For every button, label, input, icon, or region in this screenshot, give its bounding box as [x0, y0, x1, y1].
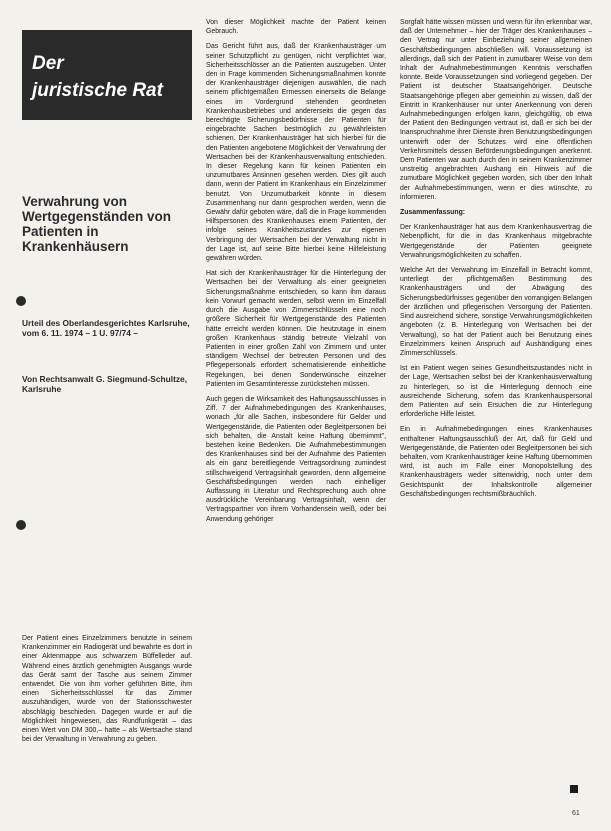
bullet-dot-2: [16, 520, 26, 530]
section-banner: [22, 30, 192, 120]
right-column: [400, 18, 592, 505]
right-paragraph-3: Welche Art der Verwahrung im Einzelfall in Betracht kommt, unterliegt der pflichtgemäßen Bestimmung des Krankenhausträgers und der Abwägung des Sicherungsbedürfnisses gegenüber den vorrangigen Belangen der ärztlichen und pflegerischen Versorgung der Patienten. Sind ausreichend sichere, sonstige Verwahrungsmöglichkeiten angeboten (z. B. Hinterlegung von Wertsachen bei der Verwaltung), so hat der Patient auch bei Benutzung eines Einzelzimmers keinen Anspruch auf Aushändigung eines Zimmerschlüssels.: [400, 267, 592, 357]
article-title: Verwahrung von Wertgegenständen von Patienten in Krankenhäusern: [22, 194, 172, 254]
ruling-citation: Urteil des Oberlandesgerichtes Karlsruhe, vom 6. 11. 1974 – 1 U. 97/74 –: [22, 318, 190, 338]
left-column-body: Der Patient eines Einzelzimmers benutzte in seinem Krankenzimmer ein Radiogerät und bewahrte es dort in einer Aktenmappe aus schwarzem Büffelleder auf. Während eines ärztlich genehmigten Ausgangs wurde das Gerät samt der Tasche aus seinem Zimmer entwendet. Die von ihm vorher geführten Bitte, ihm einen Sicherheitsschlüssel für das Zimmer auszuhändigen, wurde von der Stationsschwester abschlägig beschieden. Dagegen wurde er auf die Möglichkeit hingewiesen, das Rundfunkgerät – das einen Wert von DM 300,– hatte – als Wertsache stand bei der Verwaltung in Verwahrung zu geben.: [22, 635, 192, 744]
banner-line-2: juristische Rat: [32, 80, 163, 101]
bullet-dot-1: [16, 296, 26, 306]
mid-paragraph-3: Hat sich der Krankenhausträger für die Hinterlegung der Wertsachen bei der Verwaltung als einer geeigneten Sicherungsmaßnahme entschieden, so kann ihm daraus kein Vorwurf gemacht werden, selbst wenn im Einzelfall durch die Ausgabe von Zimmerschlüsseln eine noch größere Sicherheit für Wertgegenstände des Patienten hätte erreicht werden können. Die heutzutage in einem großen Krankenhaus ständig betreute Vielzahl von Patienten in einer großen Zahl von Zimmern und unter ständigem Wechsel der betreuten Personen und des Pflegepersonals erfordert schematisierende einheitliche Regelungen, bei denen Sonderwünsche einzelner Patienten im Gesamtinteresse zurückstehen müssen.: [206, 270, 386, 388]
middle-column: [206, 18, 386, 530]
section-banner-title: [32, 50, 163, 104]
mid-paragraph-1: Von dieser Möglichkeit machte der Patient keinen Gebrauch.: [206, 19, 386, 36]
right-paragraph-4: Ist ein Patient wegen seines Gesundheitszustandes nicht in der Lage, Wertsachen selbst bei der Krankenhausverwaltung zu hinterlegen, so ist die Hinterlegung dennoch eine ausreichende Sicherung, sofern das Krankenhauspersonal dem Patienten auf sein Ersuchen die zur Hinterlegung erforderliche Hilfe leistet.: [400, 365, 592, 419]
right-paragraph-2: Der Krankenhausträger hat aus dem Krankenhausvertrag die Nebenpflicht, für die in das Krankenhaus mitgebrachte Wertgegenstände der Patienten geeignete Verwahrungsmöglichkeiten zu schaffen.: [400, 224, 592, 259]
mid-paragraph-2: Das Gericht führt aus, daß der Krankenhausträger um seiner Schutzpflicht zu genügen, nicht verpflichtet war, Sicherheitsschlösser an die Patienten auszugeben. Unter den in Frage kommenden Sicherungsmaßnahmen konnte der Krankenhausträger diejenigen auswählen, die nach seinem pflichtgemäßen Ermessen einerseits die Belange eines im Vordergrund stehenden geordneten Krankenhausbetriebes und andererseits die gegen das berechtigte Sicherungsbedürfnisse der Patienten für eingebrachte Sachen bestmöglich zu gewährleisten schienen. Der Krankenhausträger hat sich hierbei für die den Patienten angebotene Möglichkeit der Verwahrung der Wertsachen bei der Krankenhausverwaltung entschieden. In dieser Regelung kann für keinen Patienten ein unzumutbares Ansinnen gesehen werden. Dies gilt auch dann, wenn der Patient im Krankenhaus ein Einzelzimmer benutzt. Von Unzumutbarkeit könnte in diesem Zusammenhang nur dann gesprochen werden, wenn die Gewähr dafür geboten wäre, daß die in Frage kommenden Hilfspersonen des Krankenhauses einem Patienten, der infolge seines Krankheitszustandes zur eigenen Verbringung der Wertsachen bei der Verwaltung nicht in der Lage ist, auf seine Bitte hierbei keine Hilfeleistung gewähren würden.: [206, 43, 386, 263]
right-paragraph-1: Sorgfalt hätte wissen müssen und wenn für ihn erkennbar war, daß der Unternehmer – hier der Träger des Krankenhauses – den Vertrag nur unter Einbeziehung seiner allgemeinen Geschäftsbedingungen abschließen will. Voraussetzung ist allerdings, daß sich der Patient in zumutbarer Weise von dem Inhalt der Aufnahmebestimmungen Kenntnis verschaffen konnte. Beide Voraussetzungen sind vorliegend gegeben. Der Patient ist deutscher Staatsangehöriger. Deutsche Staatsangehörige pflegen aber gemeinhin zu wissen, daß der Eintritt in Krankenhäuser nur unter Anerkennung von deren Aufnahmebedingungen erfolgen kann, gleichgültig, ob etwa der Patient den Bedingungen vertraut ist, daß er sich bei der Inanspruchnahme ihrer Dienste ihren Benutzungsbedingungen unterwirft oder der Schutzes wird eine öffentlichen Verkehrsmittels dessen Beförderungsbedingungen anerkennt. Dem Patienten war auch durch den in seinem Krankenzimmer unstreitig angebrachten Aushang ein Hinweis auf die zumutbare Möglichkeit gegeben worden, sich über den Inhalt der Aufnahmebestimmungen, wenn er dies wünschte, zu informieren.: [400, 19, 592, 201]
summary-heading: Zusammenfassung:: [400, 209, 466, 217]
right-paragraph-5: Ein in Aufnahmebedingungen eines Krankenhauses enthaltener Haftungsausschluß der Art, daß für Geld und Wertgegenstände, die Patienten oder Begleitpersonen bei sich behalten, vom Krankenhausträger keine Haftung übernommen wird, ist auch im Falle einer Monopolstellung des Krankenhausträgers weder sittenwidrig, noch unter dem Gesichtspunkt der Inhaltskontrolle allgemeiner Geschäftsbedingungen rechtsmißbräuchlich.: [400, 426, 592, 498]
page-number: 61: [572, 810, 580, 817]
mid-paragraph-4: Auch gegen die Wirksamkeit des Haftungsausschlusses in Ziff. 7 der Aufnahmebedingungen des Krankenhauses, wonach „für alle Sachen, insbesondere für Gelder und Wertgegenstände, die Patienten oder Begleitpersonen bei sich behalten, die Anstalt keine Haftung übernimmt", bestehen keine Bedenken. Die Aufnahmebestimmungen des Krankenhauses sind bei der Aufnahme des Patienten als ein ganz bereitliegende Vertragsordnung zumindest stillschweigend Vertragsinhalt geworden, denn allgemeine Geschäftsbedingungen werden nach einhelliger Auffassung in Literatur und Rechtsprechung auch ohne ausdrückliche Vereinbarung Vertragsinhalt, wenn der Vertragspartner von ihrem Vorhandensein weiß, oder bei Anwendung gehöriger: [206, 395, 386, 523]
banner-line-1: Der: [32, 53, 64, 74]
end-of-article-square: [570, 785, 578, 793]
author-line: Von Rechtsanwalt G. Siegmund-Schultze, Karlsruhe: [22, 374, 188, 394]
